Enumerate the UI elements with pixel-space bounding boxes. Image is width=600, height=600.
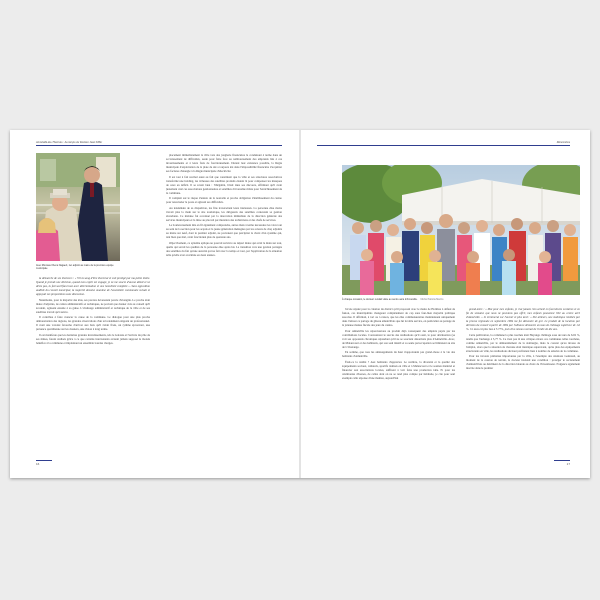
paragraph: la démarche de ses électeurs : « S'il la sang d'être électoral et voit protégé par ma petite étoile. Quand je prends une décision, quand mon esprit est engagé, je ne me soucie d'aucun détail et ne dévie pas, tu fait sacrifiant tout avec détermination et une honnêteté complète ». Sans opposition audible du conseil municipal, la majorité absolue unanime de l'assemblée communale suivait et appuyait ses propositions sans discussion. [36, 276, 150, 296]
paragraph: Le bouleversement mis en fil également comprendre, autres mais à terme nécessaire les vécu tout au sein de la section pour les acquis et la jeune génération ménagées par les acteurs de cinq adjoints au maire sur neuf, dont le premier adjoint, ne pouvaient que précipiter le choix d'un système qui, tant bien que mal, avait fonctionné plus de quarante ans. [166, 223, 282, 239]
left-photo-caption: Avec Monsieur René Nagaert, 1er adjoint au maire de la première équipe municipale [36, 264, 114, 270]
elderly-men-photo [36, 153, 120, 261]
paragraph: Était-ce la réalité ? Aux habitants d'apprécier. Le nombre, la diversité et la qualité des équipements sociaux, culturels, sportifs réalisés en ville et à Malancourt et le soutien matériel et financier aux associations locales, suffirent à voir faire une promotion idée. Et pour les cérémonies diverses, de celles dont on ne se rend plus compte par habitude, je cite pour seul exemple celle réponse d'une maman, aujourd'hui [342, 359, 455, 380]
left-footer-rule [36, 460, 52, 461]
group-children-photo [342, 165, 580, 295]
right-column-2 [466, 307, 580, 454]
paragraph: grand-mère : « Moi pour mes enfants, je n'ai jamais rien acheté en fournitures scolaires et en fin de semaine que nous ne pouvions pas offrir, mes enfants pouvaient l'été au centre aéré d'Amnéville. » Je terminerai sur l'avenir et plus tard : « Par ailleurs, une statistique réalisée par la preuve régionale en septembre 1984 me fut démontre de gré. Le produit de la location par décision du conseil à partir de 1984 par l'alliance démontre un taux de chômage supérieur de 1.6 %. Ce taux est plus bas à 5.77%, puis d'un niveau normal de l'ordre de dix ans. [466, 307, 580, 331]
right-column-1 [342, 307, 455, 454]
left-page [10, 130, 299, 478]
right-footer-rule [554, 460, 570, 461]
paragraph: Au lendemain de sa disparition, les fins traversèrent leurs intéressés. La personne élue maire n'avait plus la main sur le site touristique, les dirigeants des satellites contestant sa gestion abondante. Ce malaise fut accentué par la rénovation immédiate de la direction générale des services municipaux et la mise au placard par mutation des techniciens et des chefs de services. [166, 205, 282, 222]
paragraph: Il contribua à faire avancer la cause de la commune. Le dialogue pour une plus proche démonstration des régions, les grandes observations d'un tel rendement exigeant un professionnel. Il avait une volonté farouche d'arriver aux buts qu'il s'était fixés, un rythme éprouvant, une présence quotidienne sur les dossiers, une vision à long terme. [36, 315, 150, 331]
left-header-rule [36, 145, 282, 146]
paragraph: Il est tout à fait normal aussi au fait que constituait que la ville et ses structures associatives transformé une holding, les richesses des satellites produits étaient là pour compenser les manques de ceux en déficit. Il se savait bien : l'illégalité, l'était dans ses discours, affirmant qu'il avait justement créé ces associations gestionnaires et satellites d'économie mixte pour l'enrichissement de la commune. [166, 174, 282, 195]
right-page-number: 17 [566, 462, 570, 466]
paragraph: En somme, que tous les aménagements du haut n'apportaient pas grand-chose à la vie des habitants d'Amnéville. [342, 350, 455, 358]
right-page [301, 130, 590, 478]
left-running-head: Amnéville-les-Thermes : Au temps du Docteur Jean Kiffer [36, 141, 103, 144]
right-header-rule [317, 145, 570, 146]
left-page-photo [36, 153, 120, 261]
left-column-2 [166, 153, 282, 454]
book-spread [10, 130, 590, 478]
paragraph: Il comptait sur le risque d'entrée de la nouvelle et proche obligation d'établissement du casino pour renouveler le poste et agissait ses difficultés. [166, 196, 282, 204]
paragraph: l'école réputé pour la création du district qu'il proposait avec le maire de Hombas à défaut de fusion, ces municipalités changeant complètement de cap sans faut-bien majorité politique associée. Il affirmait, à tort ou à raison, que les élus communautaires maintiennent uniquement dans l'amour ce partage du gâteau amnévillois que lui la table service, en particulier au partage de la jatteuse manne fiscale des jeux du casino. [342, 307, 455, 327]
right-running-head: Rencontres [556, 141, 570, 144]
paragraph: Il est manifeste que les dernières grandes investissements, tels le Galaxie et l'arrivée du pôle de ses mines, furent réalisés grâce à ce que certains intervenants avaient jamais supposé le monde bénéfice à la commune et implantant un ensemble lourdes charges. [36, 332, 150, 345]
right-photo-caption [342, 298, 580, 301]
paragraph: Objectivement, ce système apliqua ne pouvait survivre au départ maire qui avait la main sur tout, quelle qui savait les qualités de la personne élue après lui. La transition vers une gestion partagée des satellites du fait qu'une autorité qui ne fait avec la tempo et tout, par l'application de la situation telle qu'elle s'est accélérée en deux années. [166, 240, 282, 257]
left-column-1 [36, 276, 150, 454]
paragraph: Pour les travaux primaires importantes par la ville, à l'exemple des réunions Gainrand, au moment de la cession de terrain, le docteur insistait une condition : protéger le recrutement d'Amnévillois au détriment de la direction lalande au choix de l'investisseur. Exigence également inscrite dans le premier [466, 354, 580, 370]
left-page-number: 16 [36, 462, 40, 466]
caption-text: À chaque occasion, le docteur rendait visite au centre aéré d'Amnéville. [342, 298, 418, 301]
right-page-photo [342, 165, 580, 295]
paragraph: Pour Amnéville les répercussions au produit déjà conséquent des emplois payés par les contributions locales. Contournant le succès des réalisations qu'il osait, le pour dévaluation (se voir ses opposants chroniques répandant qu'il ne se soucient désormais plus d'Amnéville. Avec, de Malancourt et des habitants, qui son seul intérêt et sa seule préoccupation se limitaient au site de L'Oostange. [342, 328, 455, 349]
paragraph: Néanmoins, pour la majorité des élus, ses paroles devenaient parole d'évangile. Le proche était maire d'adjoints, de cadres administratifs et techniques, ne pouvait que donner avis au conseil qu'il écoutait, agissant ensuite à sa guise. L'obstinage administratif et technique de la ville et de ses satellites n'avait qu'à suivre. [36, 297, 150, 314]
paragraph: Cette publication, la commune la plus touchée était Hayange chômage sous un taux de 6.02 %, tandis que l'aubange à 5,77 %. Ce n'est pas là une critique envers ces communes telles touchées, comme Amnéville, par le démantèlement de la sidérurgie, mais le constat qu'au niveau de l'emploi, alors que la situation de chacune était identique auparavant, qu'au plus des équipements structurants en ville, les réalisations du haut profitaient bien à nombre de salariés de la commune. [466, 332, 580, 353]
photo-credit: Cliché Patricia Mazzo [420, 298, 444, 301]
paragraph: placement immédiatement la ville vers des jonglerie financières la conduisant à terme dans un accroissement de difficultés, seule pour faire face au remboursement des emprunts liés à ces investissements et à leurs frais de fonctionnement. Durant leur existence possible, la Régie municipale d'exploitation de la plate de ski a toujours été dans l'impossibilité financière d'acquitter ses factures d'énergie à la Régie municipale d'électricité. [166, 153, 282, 173]
